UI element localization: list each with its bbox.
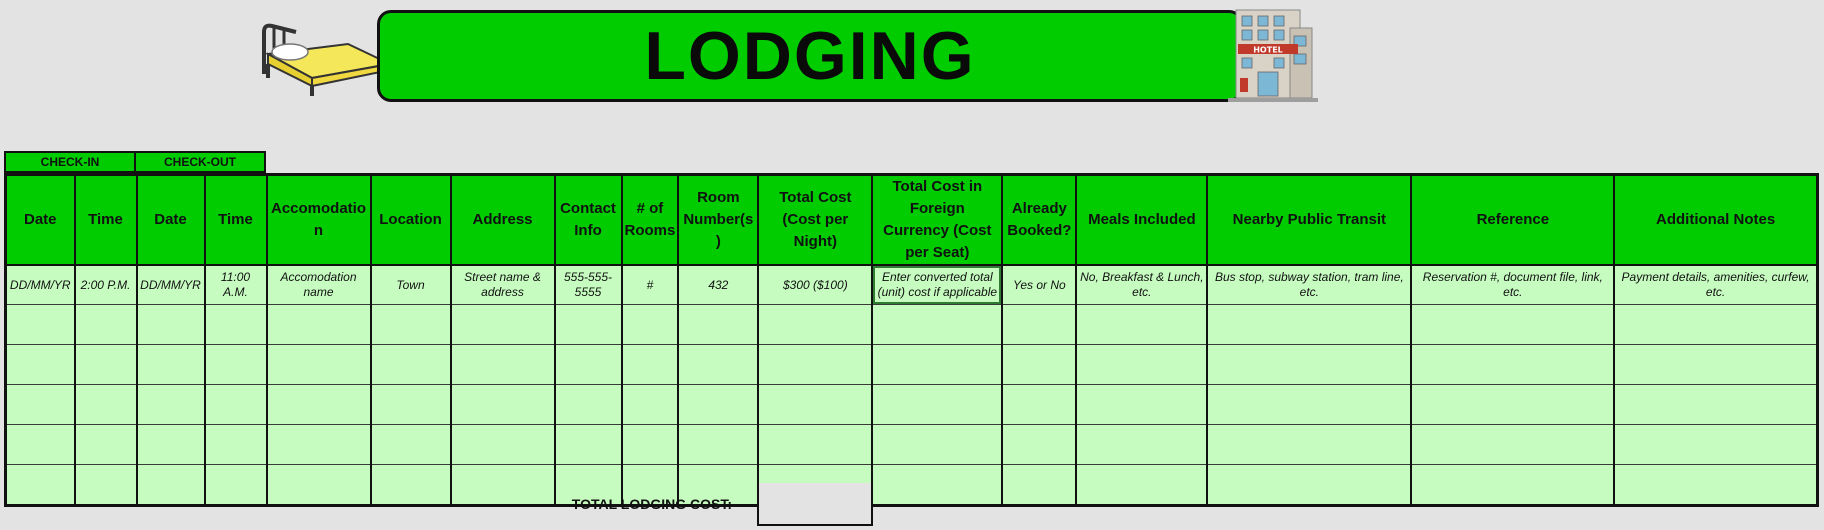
page-title: LODGING bbox=[644, 18, 976, 94]
column-header[interactable]: Meals Included bbox=[1076, 175, 1207, 266]
table-cell[interactable] bbox=[6, 345, 75, 385]
table-cell[interactable] bbox=[137, 305, 205, 345]
table-cell[interactable]: Accomodation name bbox=[267, 265, 371, 305]
table-row bbox=[6, 465, 1818, 506]
column-header[interactable]: Address bbox=[451, 175, 555, 266]
table-cell[interactable] bbox=[451, 425, 555, 465]
table-row bbox=[6, 425, 1818, 465]
table-row bbox=[6, 385, 1818, 425]
bed-icon bbox=[256, 12, 396, 98]
table-cell[interactable] bbox=[1076, 385, 1207, 425]
table-cell[interactable] bbox=[1614, 465, 1817, 506]
table-cell[interactable] bbox=[872, 385, 1002, 425]
table-cell[interactable] bbox=[205, 465, 267, 506]
column-header[interactable]: Nearby Public Transit bbox=[1207, 175, 1411, 266]
hotel-sign: HOTEL bbox=[1253, 45, 1283, 55]
table-cell[interactable] bbox=[267, 305, 371, 345]
table-cell[interactable] bbox=[1207, 305, 1411, 345]
table-cell[interactable] bbox=[1076, 345, 1207, 385]
title-banner bbox=[377, 10, 1243, 102]
table-cell[interactable] bbox=[555, 385, 622, 425]
table-cell[interactable] bbox=[371, 465, 451, 506]
table-cell[interactable] bbox=[678, 385, 758, 425]
total-lodging-cost-label: TOTAL LODGING COST: bbox=[571, 496, 732, 512]
table-row-sample bbox=[6, 265, 1818, 305]
table-cell[interactable] bbox=[1411, 345, 1614, 385]
table-cell[interactable] bbox=[137, 465, 205, 506]
table-cell[interactable] bbox=[451, 465, 555, 506]
table-cell[interactable]: No, Breakfast & Lunch, etc. bbox=[1076, 265, 1207, 305]
column-header[interactable]: Reference bbox=[1411, 175, 1614, 266]
table-cell[interactable]: Street name & address bbox=[451, 265, 555, 305]
table-cell[interactable] bbox=[75, 425, 137, 465]
table-cell[interactable] bbox=[75, 465, 137, 506]
table-cell[interactable] bbox=[1411, 385, 1614, 425]
table-cell[interactable] bbox=[1076, 305, 1207, 345]
table-cell[interactable] bbox=[555, 345, 622, 385]
table-cell[interactable] bbox=[1207, 465, 1411, 506]
table-cell[interactable]: DD/MM/YR bbox=[137, 265, 205, 305]
column-header[interactable]: # of Rooms bbox=[622, 175, 679, 266]
table-cell[interactable] bbox=[137, 425, 205, 465]
table-cell[interactable] bbox=[1411, 305, 1614, 345]
table-cell[interactable] bbox=[6, 385, 75, 425]
column-header[interactable]: Total Cost (Cost per Night) bbox=[758, 175, 872, 266]
table-cell[interactable]: 432 bbox=[678, 265, 758, 305]
table-cell[interactable] bbox=[758, 425, 872, 465]
table-cell[interactable] bbox=[75, 385, 137, 425]
table-cell[interactable] bbox=[1002, 425, 1076, 465]
table-cell[interactable] bbox=[758, 385, 872, 425]
table-cell[interactable]: DD/MM/YR bbox=[6, 265, 75, 305]
table-cell[interactable] bbox=[758, 345, 872, 385]
lodging-table bbox=[4, 173, 1819, 507]
table-cell[interactable] bbox=[872, 305, 1002, 345]
table-cell[interactable] bbox=[205, 345, 267, 385]
table-cell[interactable] bbox=[451, 385, 555, 425]
table-cell[interactable] bbox=[1207, 425, 1411, 465]
column-header[interactable]: Accomodatio n bbox=[267, 175, 371, 266]
table-cell[interactable] bbox=[555, 425, 622, 465]
column-header[interactable]: Room Number(s ) bbox=[678, 175, 758, 266]
table-cell[interactable]: 2:00 P.M. bbox=[75, 265, 137, 305]
table-cell[interactable] bbox=[451, 305, 555, 345]
table-cell[interactable]: Payment details, amenities, curfew, etc. bbox=[1614, 265, 1817, 305]
table-cell[interactable] bbox=[1002, 465, 1076, 506]
table-cell[interactable] bbox=[678, 345, 758, 385]
table-cell[interactable] bbox=[622, 305, 679, 345]
table-row bbox=[6, 305, 1818, 345]
column-header[interactable]: Already Booked? bbox=[1002, 175, 1076, 266]
column-header[interactable]: Total Cost in Foreign Currency (Cost per Seat) bbox=[872, 175, 1002, 266]
column-header[interactable]: Contact Info bbox=[555, 175, 622, 266]
table-cell[interactable] bbox=[267, 425, 371, 465]
table-cell[interactable] bbox=[451, 345, 555, 385]
table-cell[interactable] bbox=[1002, 385, 1076, 425]
table-cell[interactable] bbox=[205, 385, 267, 425]
table-cell[interactable]: $300 ($100) bbox=[758, 265, 872, 305]
table-cell[interactable] bbox=[371, 345, 451, 385]
column-header[interactable]: Date bbox=[137, 175, 205, 266]
table-cell[interactable] bbox=[1002, 345, 1076, 385]
table-cell[interactable] bbox=[6, 425, 75, 465]
column-header[interactable]: Time bbox=[205, 175, 267, 266]
check-out-group-header: CHECK-OUT bbox=[134, 151, 266, 173]
table-row bbox=[6, 345, 1818, 385]
table-cell[interactable] bbox=[872, 345, 1002, 385]
table-cell[interactable] bbox=[872, 425, 1002, 465]
column-header[interactable]: Additional Notes bbox=[1614, 175, 1817, 266]
table-cell[interactable] bbox=[1614, 305, 1817, 345]
table-cell[interactable] bbox=[622, 385, 679, 425]
table-cell[interactable] bbox=[6, 465, 75, 506]
table-cell[interactable]: # bbox=[622, 265, 679, 305]
table-cell[interactable] bbox=[1002, 305, 1076, 345]
table-cell[interactable] bbox=[137, 345, 205, 385]
table-cell[interactable] bbox=[1076, 425, 1207, 465]
table-cell[interactable] bbox=[1614, 385, 1817, 425]
table-cell[interactable] bbox=[678, 425, 758, 465]
table-cell[interactable] bbox=[205, 305, 267, 345]
table-cell[interactable] bbox=[1614, 345, 1817, 385]
table-cell[interactable]: Enter converted total (unit) cost if applicable bbox=[872, 265, 1002, 305]
table-cell[interactable] bbox=[678, 305, 758, 345]
table-cell[interactable] bbox=[758, 305, 872, 345]
table-cell[interactable] bbox=[6, 305, 75, 345]
table-cell[interactable] bbox=[137, 385, 205, 425]
table-cell[interactable]: Bus stop, subway station, tram line, etc. bbox=[1207, 265, 1411, 305]
hotel-icon bbox=[1228, 6, 1318, 102]
table-cell[interactable] bbox=[1411, 465, 1614, 506]
table-cell[interactable] bbox=[267, 385, 371, 425]
column-header[interactable]: Date bbox=[6, 175, 75, 266]
table-cell[interactable] bbox=[622, 425, 679, 465]
table-cell[interactable]: 11:00 A.M. bbox=[205, 265, 267, 305]
header-row bbox=[6, 175, 1818, 266]
table-cell[interactable] bbox=[555, 305, 622, 345]
table-cell[interactable]: 555-555-5555 bbox=[555, 265, 622, 305]
table-cell[interactable] bbox=[1207, 385, 1411, 425]
check-in-group-header: CHECK-IN bbox=[4, 151, 136, 173]
table-cell[interactable] bbox=[1207, 345, 1411, 385]
table-cell[interactable] bbox=[267, 465, 371, 506]
table-cell[interactable] bbox=[1076, 465, 1207, 506]
table-cell[interactable] bbox=[622, 345, 679, 385]
table-cell[interactable] bbox=[371, 385, 451, 425]
column-header[interactable]: Time bbox=[75, 175, 137, 266]
table-cell[interactable] bbox=[1411, 425, 1614, 465]
table-cell[interactable]: Reservation #, document file, link, etc. bbox=[1411, 265, 1614, 305]
table-cell[interactable] bbox=[371, 425, 451, 465]
table-cell[interactable]: Town bbox=[371, 265, 451, 305]
table-cell[interactable] bbox=[371, 305, 451, 345]
table-cell[interactable] bbox=[1614, 425, 1817, 465]
column-header[interactable]: Location bbox=[371, 175, 451, 266]
table-cell[interactable] bbox=[75, 305, 137, 345]
total-lodging-cost-cell[interactable] bbox=[757, 483, 873, 526]
table-cell[interactable] bbox=[267, 345, 371, 385]
table-cell[interactable]: Yes or No bbox=[1002, 265, 1076, 305]
table-cell[interactable] bbox=[872, 465, 1002, 506]
table-cell[interactable] bbox=[205, 425, 267, 465]
table-cell[interactable] bbox=[75, 345, 137, 385]
